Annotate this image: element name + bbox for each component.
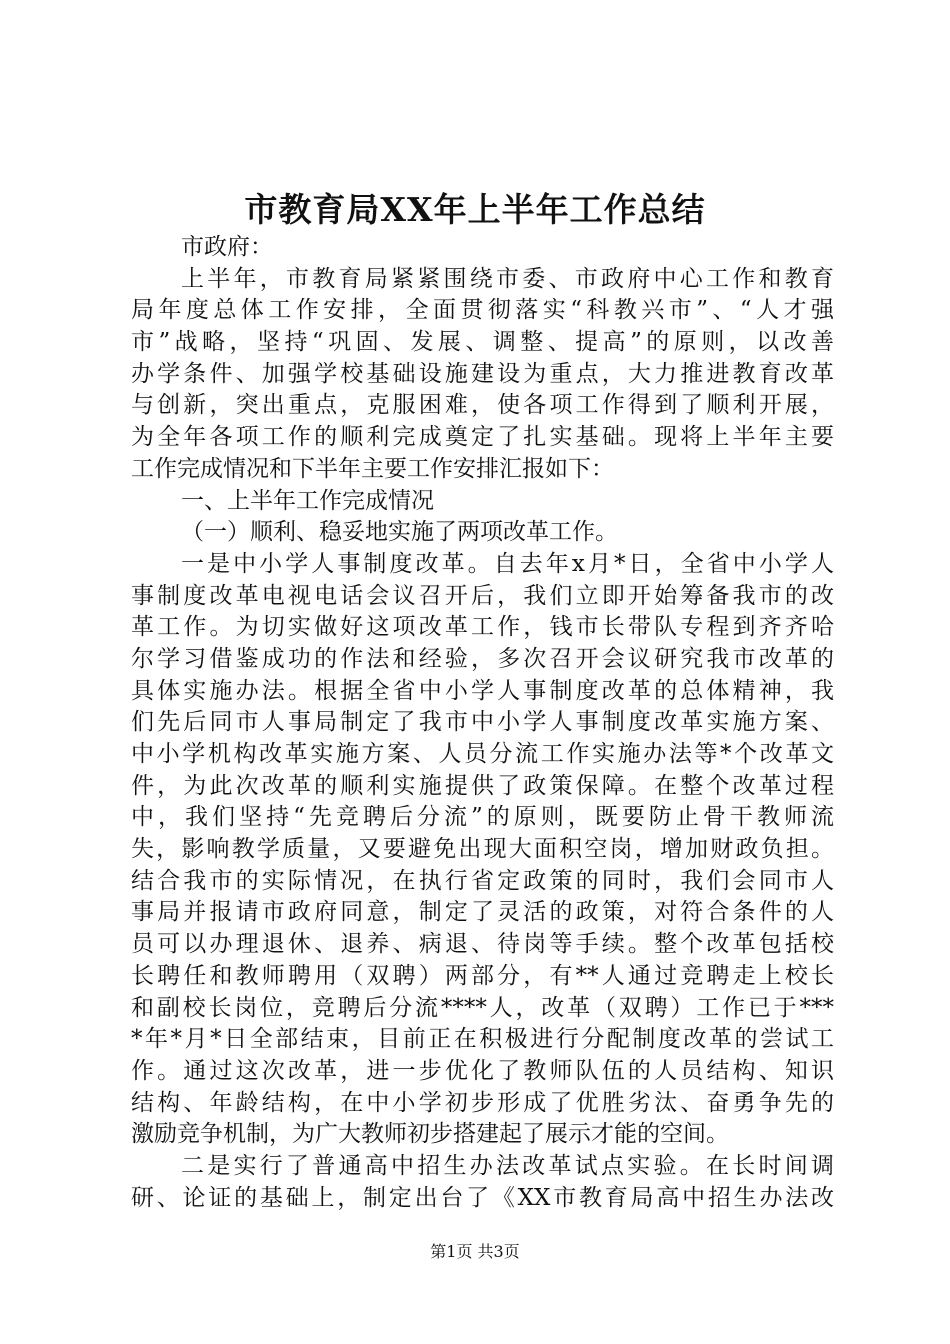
text-line: *年*月*日全部结束，目前正在积极进行分配制度改革的尝试工 <box>131 1026 834 1053</box>
text-line: 和副校长岗位，竞聘后分流****人，改革（双聘）工作已于*** <box>131 994 834 1021</box>
text-line: 二是实行了普通高中招生办法改革试点实验。在长时间调 <box>181 1152 834 1179</box>
text-line: 员可以办理退休、退养、病退、待岗等手续。整个改革包括校 <box>131 931 834 958</box>
text-line: 与创新，突出重点，克服困难，使各项工作得到了顺利开展， <box>131 392 834 419</box>
text-line: 市”战略，坚持“巩固、发展、调整、提高”的原则，以改善 <box>131 329 834 356</box>
text-line: 激励竞争机制，为广大教师初步搭建起了展示才能的空间。 <box>131 1121 729 1148</box>
text-line: 具体实施办法。根据全省中小学人事制度改革的总体精神，我 <box>131 677 834 704</box>
text-line: （一）顺利、稳妥地实施了两项改革工作。 <box>181 519 618 546</box>
text-line: 中小学机构改革实施方案、人员分流工作实施办法等*个改革文 <box>131 741 834 767</box>
text-line: 作。通过这次改革，进一步优化了教师队伍的人员结构、知识 <box>131 1057 834 1084</box>
text-line: 研、论证的基础上，制定出台了《XX市教育局高中招生办法改 <box>131 1184 834 1211</box>
text-line: 上半年，市教育局紧紧围绕市委、市政府中心工作和教育 <box>181 265 834 292</box>
text-line: 市政府： <box>181 234 273 260</box>
text-line: 中，我们坚持“先竞聘后分流”的原则，既要防止骨干教师流 <box>131 804 834 831</box>
text-line: 办学条件、加强学校基础设施建设为重点，大力推进教育改革 <box>131 360 834 387</box>
page-footer: 第1页 共3页 <box>430 1242 520 1261</box>
document-title: 市教育局XX年上半年工作总结 <box>244 190 706 229</box>
text-line: 结合我市的实际情况，在执行省定政策的同时，我们会同市人 <box>131 867 834 894</box>
text-line: 们先后同市人事局制定了我市中小学人事制度改革实施方案、 <box>131 709 834 736</box>
text-line: 长聘任和教师聘用（双聘）两部分，有**人通过竞聘走上校长 <box>131 962 834 989</box>
text-line: 工作完成情况和下半年主要工作安排汇报如下： <box>131 455 614 482</box>
document-body <box>131 232 834 1214</box>
text-line: 结构、年龄结构，在中小学初步形成了优胜劣汰、奋勇争先的 <box>131 1089 834 1116</box>
text-line: 尔学习借鉴成功的作法和经验，多次召开会议研究我市改革的 <box>131 645 834 672</box>
text-line: 一是中小学人事制度改革。自去年x月*日，全省中小学人 <box>181 550 834 577</box>
text-line: 为全年各项工作的顺利完成奠定了扎实基础。现将上半年主要 <box>131 424 834 451</box>
text-line: 革工作。为切实做好这项改革工作，钱市长带队专程到齐齐哈 <box>131 614 834 641</box>
text-line: 事局并报请市政府同意，制定了灵活的政策，对符合条件的人 <box>131 899 834 926</box>
text-line: 一、上半年工作完成情况 <box>181 487 434 514</box>
text-line: 件，为此次改革的顺利实施提供了政策保障。在整个改革过程 <box>131 772 834 799</box>
text-line: 局年度总体工作安排，全面贯彻落实“科教兴市”、“人才强 <box>131 297 834 324</box>
text-line: 事制度改革电视电话会议召开后，我们立即开始筹备我市的改 <box>131 582 834 609</box>
text-line: 失，影响教学质量，又要避免出现大面积空岗，增加财政负担。 <box>131 836 834 863</box>
